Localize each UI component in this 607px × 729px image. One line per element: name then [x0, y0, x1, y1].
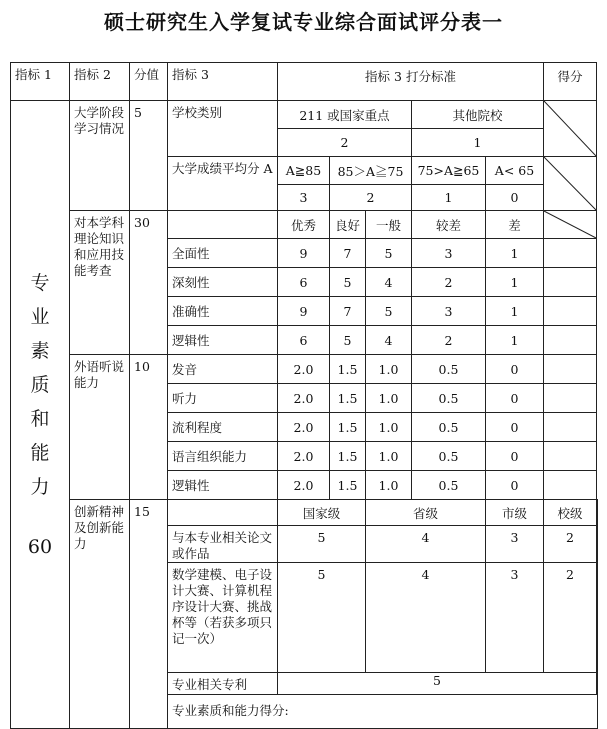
criterion-value: 1.0	[366, 471, 412, 500]
sec3-row	[11, 355, 598, 384]
header-indicator-2: 指标 2	[70, 63, 130, 101]
criterion-label: 逻辑性	[168, 326, 278, 355]
criterion-value: 9	[278, 297, 330, 326]
score-input-cell[interactable]	[597, 673, 598, 695]
criterion-value: 6	[278, 326, 330, 355]
criterion-value: 1	[486, 268, 544, 297]
criterion-value: 0.5	[412, 471, 486, 500]
category-label	[11, 266, 69, 504]
criterion-value: 0	[486, 384, 544, 413]
header-indicator-3: 指标 3	[168, 63, 278, 101]
criterion-label: 数学建模、电子设计大赛、计算机程序设计大赛、挑战杯等（若获多项只记一次）	[168, 563, 278, 673]
header-row	[11, 63, 598, 101]
header-obtained-score: 得分	[544, 63, 597, 101]
criterion-value: 0	[486, 471, 544, 500]
sec2-score: 30	[130, 211, 168, 355]
criterion-value: 3	[412, 239, 486, 268]
criterion-value: 3	[486, 563, 544, 673]
criterion-value: 4	[366, 326, 412, 355]
patent-value: 5	[278, 673, 597, 695]
criterion-value: 0.5	[412, 413, 486, 442]
gpa-points: 2	[330, 185, 412, 211]
sec3-name: 外语听说能力	[70, 355, 130, 500]
gpa-level: A≧85	[278, 157, 330, 185]
criterion-value: 1.5	[330, 413, 366, 442]
sec1-score: 5	[130, 101, 168, 211]
score-input-cell[interactable]	[544, 442, 597, 471]
criterion-value: 1	[486, 239, 544, 268]
grade-label: 优秀	[278, 211, 330, 239]
criterion-value: 2	[544, 563, 597, 673]
criterion-label: 发音	[168, 355, 278, 384]
criterion-value: 2.0	[278, 442, 330, 471]
school-points-key: 2	[278, 129, 412, 157]
school-type-label: 学校类别	[168, 101, 278, 157]
category-char: 素	[30, 339, 50, 362]
criterion-value: 0.5	[412, 384, 486, 413]
score-input-cell[interactable]	[544, 471, 597, 500]
score-input-cell[interactable]	[544, 268, 597, 297]
patent-label: 专业相关专利	[168, 673, 278, 695]
score-input-cell[interactable]	[544, 239, 597, 268]
level-label: 国家级	[278, 500, 366, 526]
criterion-value: 1.0	[366, 413, 412, 442]
criterion-value: 1.0	[366, 384, 412, 413]
criterion-value: 0	[486, 355, 544, 384]
sec4-score-cell[interactable]	[597, 500, 598, 526]
page-title: 硕士研究生入学复试专业综合面试评分表一	[104, 10, 503, 34]
level-label: 省级	[366, 500, 486, 526]
criterion-value: 5	[366, 297, 412, 326]
criterion-value: 4	[366, 268, 412, 297]
sec4-header-blank	[168, 500, 278, 526]
gpa-level: A< 65	[486, 157, 544, 185]
category-char: 业	[30, 305, 50, 328]
criterion-label: 流利程度	[168, 413, 278, 442]
total-score-field[interactable]	[168, 695, 598, 729]
score-input-cell[interactable]	[597, 563, 598, 673]
criterion-value: 2.0	[278, 471, 330, 500]
sec4-score: 15	[130, 500, 168, 729]
criterion-value: 2.0	[278, 355, 330, 384]
criterion-value: 6	[278, 268, 330, 297]
criterion-value: 0	[486, 413, 544, 442]
gpa-points: 0	[486, 185, 544, 211]
score-input-cell[interactable]	[544, 326, 597, 355]
criterion-label: 语言组织能力	[168, 442, 278, 471]
header-score: 分值	[130, 63, 168, 101]
criterion-value: 7	[330, 239, 366, 268]
category-char: 和	[30, 407, 50, 430]
score-input-cell[interactable]	[597, 526, 598, 563]
category-char: 质	[30, 373, 50, 396]
gpa-points: 3	[278, 185, 330, 211]
criterion-label: 准确性	[168, 297, 278, 326]
criterion-value: 3	[486, 526, 544, 563]
category-total-score: 60	[27, 535, 53, 558]
diagonal-line	[544, 101, 596, 156]
criterion-label: 全面性	[168, 239, 278, 268]
criterion-value: 4	[366, 526, 486, 563]
criterion-value: 1.0	[366, 355, 412, 384]
gpa-points: 1	[412, 185, 486, 211]
criterion-value: 2	[412, 268, 486, 297]
header-indicator-1: 指标 1	[11, 63, 70, 101]
grade-label: 一般	[366, 211, 412, 239]
criterion-value: 3	[412, 297, 486, 326]
criterion-value: 1	[486, 326, 544, 355]
grade-label: 较差	[412, 211, 486, 239]
criterion-value: 1.5	[330, 384, 366, 413]
gpa-level: 85＞A≧75	[330, 157, 412, 185]
grade-label: 良好	[330, 211, 366, 239]
sec1-school-score-cell[interactable]	[544, 101, 597, 157]
category-char: 力	[30, 475, 50, 498]
criterion-value: 5	[330, 326, 366, 355]
criterion-value: 1.5	[330, 471, 366, 500]
gpa-level: 75>A≧65	[412, 157, 486, 185]
sec1-gpa-score-cell[interactable]	[544, 157, 597, 211]
score-input-cell[interactable]	[544, 297, 597, 326]
total-score-label: 专业素质和能力得分:	[172, 703, 289, 718]
school-option-key: 211 或国家重点	[278, 101, 412, 129]
gpa-label: 大学成绩平均分 A	[168, 157, 278, 211]
score-input-cell[interactable]	[544, 355, 597, 384]
sec2-name: 对本学科理论知识和应用技能考查	[70, 211, 130, 355]
sec4-name: 创新精神及创新能力	[70, 500, 130, 729]
criterion-value: 2	[544, 526, 597, 563]
criterion-value: 5	[330, 268, 366, 297]
criterion-value: 2	[412, 326, 486, 355]
criterion-value: 5	[278, 526, 366, 563]
criterion-value: 5	[366, 239, 412, 268]
category-char: 专	[30, 271, 50, 294]
criterion-value: 0	[486, 442, 544, 471]
sec2-header-blank	[168, 211, 278, 239]
criterion-value: 0.5	[412, 442, 486, 471]
school-points-other: 1	[412, 129, 544, 157]
sec2-score-cell[interactable]	[544, 211, 597, 239]
criterion-value: 2.0	[278, 384, 330, 413]
sec1-name: 大学阶段学习情况	[70, 101, 130, 211]
category-char: 能	[30, 441, 50, 464]
criterion-value: 5	[278, 563, 366, 673]
grade-label: 差	[486, 211, 544, 239]
category-professional-quality	[11, 101, 70, 729]
criterion-value: 1.0	[366, 442, 412, 471]
school-option-other: 其他院校	[412, 101, 544, 129]
level-label: 校级	[544, 500, 597, 526]
criterion-label: 听力	[168, 384, 278, 413]
diagonal-line	[544, 211, 596, 238]
criterion-label: 与本专业相关论文或作品	[168, 526, 278, 563]
criterion-value: 1.5	[330, 442, 366, 471]
criterion-label: 逻辑性	[168, 471, 278, 500]
criterion-value: 1.5	[330, 355, 366, 384]
criterion-value: 7	[330, 297, 366, 326]
diagonal-line	[544, 157, 596, 210]
header-scoring-standard: 指标 3 打分标准	[278, 63, 544, 101]
evaluation-table	[10, 62, 598, 729]
score-input-cell[interactable]	[544, 413, 597, 442]
criterion-label: 深刻性	[168, 268, 278, 297]
sec3-score: 10	[130, 355, 168, 500]
score-input-cell[interactable]	[544, 384, 597, 413]
criterion-value: 2.0	[278, 413, 330, 442]
level-label: 市级	[486, 500, 544, 526]
criterion-value: 1	[486, 297, 544, 326]
criterion-value: 0.5	[412, 355, 486, 384]
criterion-value: 9	[278, 239, 330, 268]
criterion-value: 4	[366, 563, 486, 673]
